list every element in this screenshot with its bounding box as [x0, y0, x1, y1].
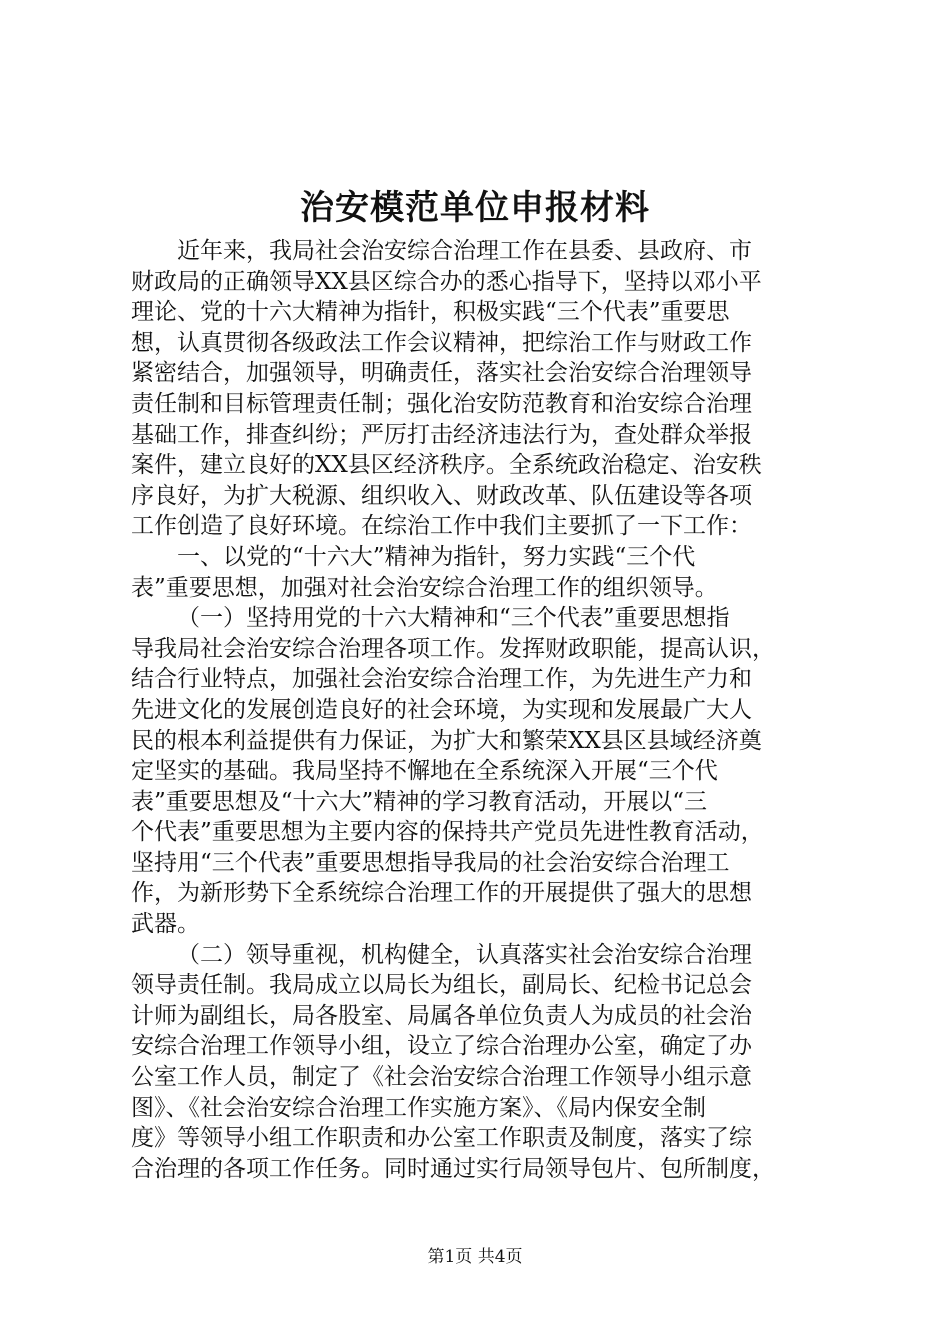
page-number-footer: 第1页 共4页 [427, 1247, 523, 1267]
paragraph-subsection-2: （二）领导重视，机构健全，认真落实社会治安综合治理 领导责任制。我局成立以局长为组长，副局长、纪检书记总会 计师为副组长，局各股室、局属各单位负责人为成员的社会治 安综合治理工作领导小组，设立了综合治理办公室，确定了办 公室工作人员，制定了《社会治安综合治理工作领导小组示意 图》、《社会治安综合治理工作实施方案》、《局内保安全制 度》等领导小组工作职责和办公室工作职责及制度，落实了综 合治理的各项工作任务。同时通过实行局领导包片、包所制度， [131, 941, 775, 1182]
paragraph-subsection-1: （一）坚持用党的十六大精神和“三个代表”重要思想指 导我局社会治安综合治理各项工作。发挥财政职能，提高认识， 结合行业特点，加强社会治安综合治理工作，为先进生产力和 先进文化的发展创造良好的社会环境，为实现和发展最广大人 民的根本利益提供有力保证，为扩大和繁荣XX县区县域经济奠 定坚实的基础。我局坚持不懈地在全系统深入开展“三个代 表”重要思想及“十六大”精神的学习教育活动，开展以“三 个代表”重要思想为主要内容的保持共产党员先进性教育活动， 坚持用“三个代表”重要思想指导我局的社会治安综合治理工 作，为新形势下全系统综合治理工作的开展提供了强大的思想 武器。 [131, 605, 775, 938]
paragraph-section-1: 一、以党的“十六大”精神为指针，努力实践“三个代 表”重要思想，加强对社会治安综合治理工作的组织领导。 [131, 543, 718, 601]
document-body [131, 236, 831, 1184]
paragraph-intro: 近年来，我局社会治安综合治理工作在县委、县政府、市 财政局的正确领导XX县区综合办的悉心指导下，坚持以邓小平 理论、党的十六大精神为指针，积极实践“三个代表”重要思 想，认真贯彻各级政法工作会议精神，把综治工作与财政工作 紧密结合，加强领导，明确责任，落实社会治安综合治理领导 责任制和目标管理责任制；强化治安防范教育和治安综合治理 基础工作，排查纠纷；严厉打击经济违法行为，查处群众举报 案件，建立良好的XX县区经济秩序。全系统政治稳定、治安秩 序良好，为扩大税源、组织收入、财政改革、队伍建设等各项 工作创造了良好环境。在综治工作中我们主要抓了一下工作： [131, 238, 762, 540]
document-title: 治安模范单位申报材料 [300, 188, 650, 228]
